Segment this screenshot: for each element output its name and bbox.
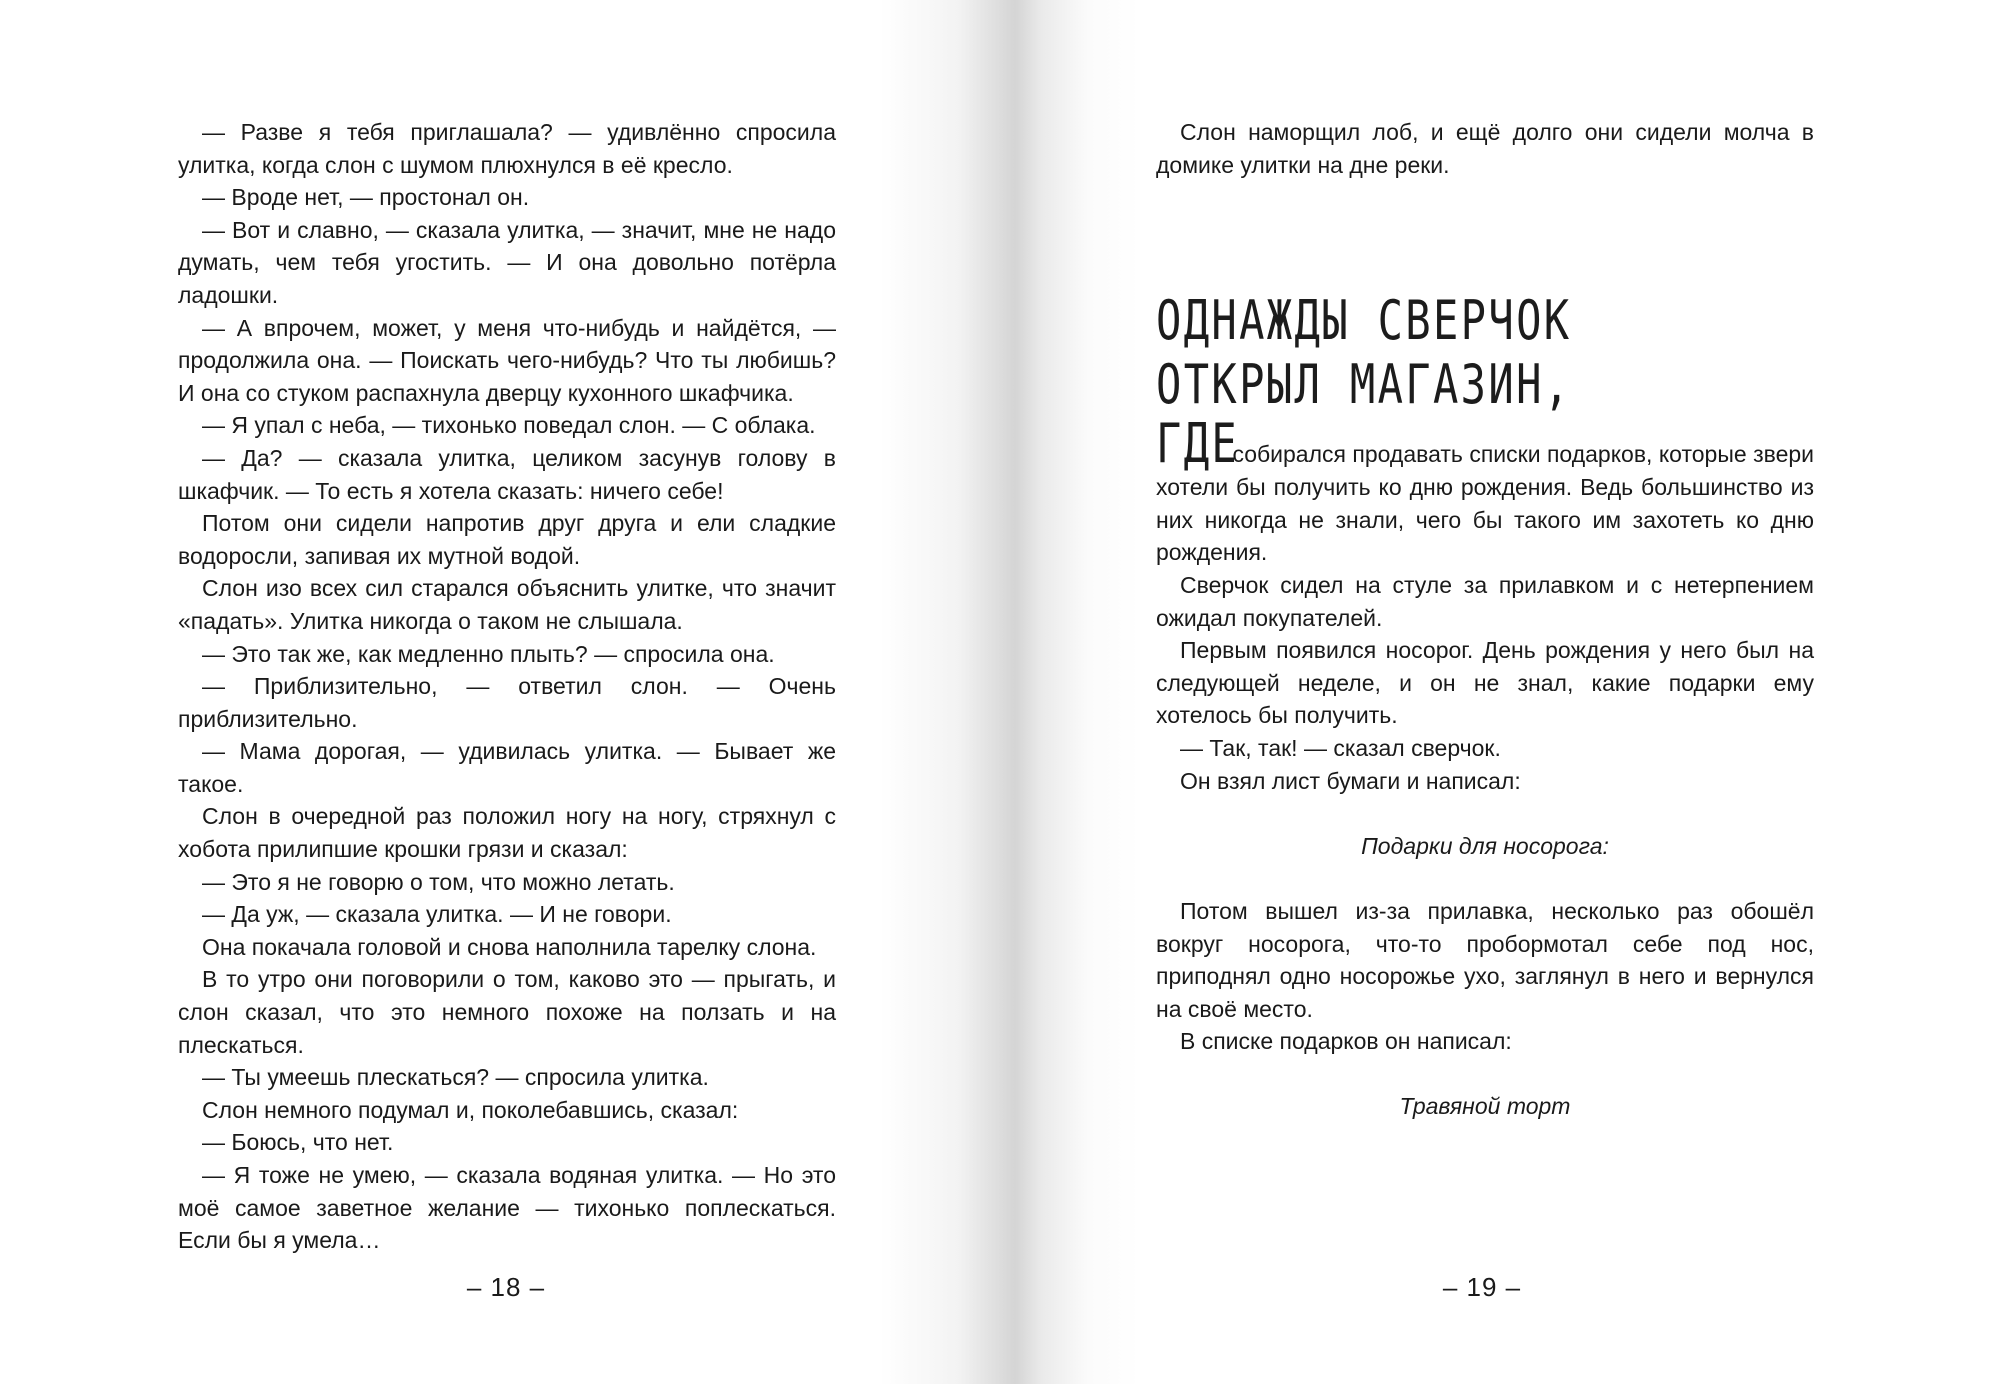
spacer (1156, 1058, 1814, 1091)
paragraph: — Да уж, — сказала улитка. — И не говори. (202, 901, 672, 928)
heading-continuation-paragraph (1156, 412, 1815, 569)
paragraph: — А впрочем, может, у меня что-нибудь и найдётся, — продолжила она. — Поискать чего-нибудь? Что ты любишь? И она со стуком распахнула дверцу кухонного шкафчика. (178, 314, 836, 406)
spacer (1156, 862, 1814, 895)
paragraph: — Это так же, как медленно плыть? — спросила она. (202, 640, 775, 667)
paragraph: Слон в очередной раз положил ногу на ногу, стряхнул с хобота прилипшие крошки грязи и сказал: (178, 803, 836, 863)
right-page (1000, 0, 2000, 1384)
paragraph: В списке подарков он написал: (1180, 1028, 1512, 1055)
chapter-heading-line: ОДНАЖДЫ СВЕРЧОК (1156, 289, 1572, 353)
book-gutter-shadow (880, 0, 1140, 1384)
chapter-heading-line: ОТКРЫЛ МАГАЗИН, (1156, 353, 1572, 417)
paragraph: — Ты умеешь плескаться? — спросила улитка. (202, 1064, 709, 1091)
paragraph: — Я тоже не умею, — сказала водяная улитка. — Но это моё самое заветное желание — тихонько поплескаться. Если бы я умела… (178, 1162, 836, 1254)
page-number: – 18 – (466, 1272, 546, 1302)
paragraph-text: собирался продавать списки подарков, которые звери хотели бы получить ко дню рождения. Ведь большинство из них никогда не знали, чего бы такого им захотеть ко дню рождения. (1156, 441, 1815, 566)
right-page-text (1156, 116, 1814, 1123)
paragraph: Первым появился носорог. День рождения у него был на следующей неделе, и он не знал, какие подарки ему хотелось бы получить. (1156, 637, 1814, 729)
chapter-heading-line: ГДЕ (1156, 412, 1240, 476)
paragraph: — Да? — сказала улитка, целиком засунув голову в шкафчик. — То есть я хотела сказать: ничего себе! (178, 444, 836, 504)
page-number: – 19 – (1442, 1272, 1522, 1302)
paragraph: Он взял лист бумаги и написал: (1180, 767, 1521, 794)
paragraph: Потом они сидели напротив друг друга и ели сладкие водоросли, запивая их мутной водой. (178, 510, 836, 569)
paragraph: — Вот и славно, — сказала улитка, — значит, мне не надо думать, чем тебя угостить. — И она довольно потёрла ладошки. (178, 216, 836, 308)
left-page-text (178, 116, 836, 1257)
paragraph: — Это я не говорю о том, что можно летать. (202, 868, 675, 895)
paragraph: — Приблизительно, — ответил слон. — Очень приблизительно. (178, 673, 836, 732)
gift-list-item: Травяной торт (1399, 1093, 1571, 1120)
paragraph: В то утро они поговорили о том, каково это — прыгать, и слон сказал, что это немного похоже на ползать и на плескаться. (178, 966, 836, 1058)
paragraph: Слон изо всех сил старался объяснить улитке, что значит «падать». Улитка никогда о таком не слышала. (178, 575, 836, 634)
chapter-heading (1156, 289, 1814, 569)
paragraph: — Боюсь, что нет. (202, 1129, 394, 1156)
paragraph: Слон наморщил лоб, и ещё долго они сидели молча в домике улитки на дне реки. (1156, 119, 1814, 178)
spacer (1156, 797, 1814, 830)
paragraph: Потом вышел из-за прилавка, несколько раз обошёл вокруг носорога, что-то пробормотал себе под нос, приподнял одно носорожье ухо, заглянул в него и вернулся на своё место. (1156, 897, 1814, 1022)
paragraph: — Разве я тебя приглашала? — удивлённо спросила улитка, когда слон с шумом плюхнулся в её кресло. (178, 119, 836, 178)
gift-list-title: Подарки для носорога: (1361, 832, 1609, 859)
paragraph: — Так, так! — сказал сверчок. (1180, 734, 1501, 761)
paragraph: — Мама дорогая, — удивилась улитка. — Бывает же такое. (178, 738, 836, 797)
paragraph: Сверчок сидел на стуле за прилавком и с нетерпением ожидал покупателей. (1156, 571, 1814, 631)
paragraph: Слон немного подумал и, поколебавшись, сказал: (202, 1096, 739, 1123)
paragraph: — Я упал с неба, — тихонько поведал слон. — С облака. (202, 412, 816, 439)
paragraph: — Вроде нет, — простонал он. (202, 184, 530, 211)
paragraph: Она покачала головой и снова наполнила тарелку слона. (202, 933, 817, 960)
